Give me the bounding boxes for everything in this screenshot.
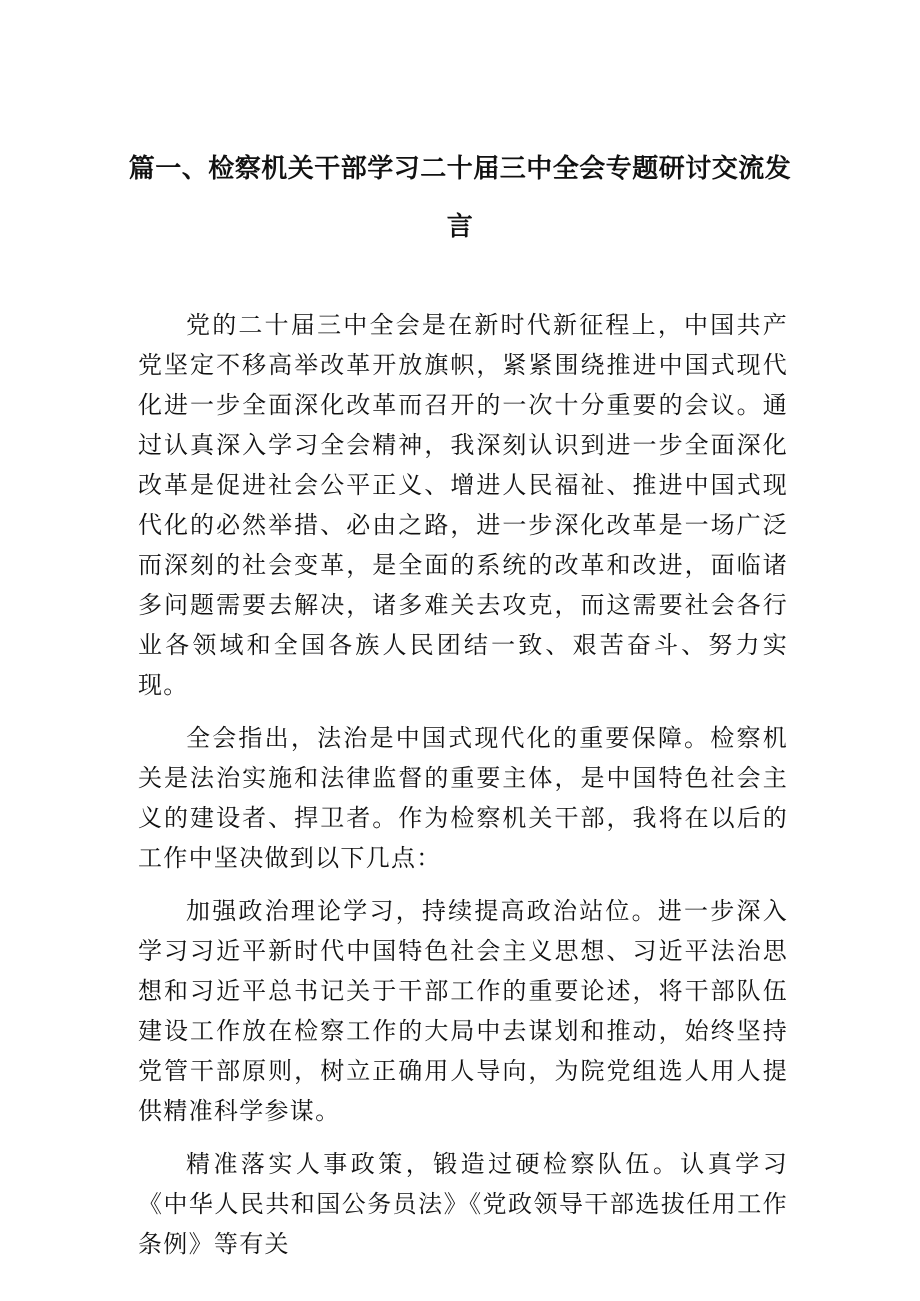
paragraph-4: 精准落实人事政策，锻造过硬检察队伍。认真学习《中华人民共和国公务员法》《党政领导干部选拔任用工作条例》等有关 xyxy=(138,1150,788,1258)
paragraph-1: 党的二十届三中全会是在新时代新征程上，中国共产党坚定不移高举改革开放旗帜，紧紧围绕推进中国式现代化进一步全面深化改革而召开的一次十分重要的会议。通过认真深入学习全会精神，我深刻认识到进一步全面深化改革是促进社会公平正义、增进人民福祉、推进中国式现代化的必然举措、必由之路，进一步深化改革是一场广泛而深刻的社会变革，是全面的系统的改革和改进，面临诸多问题需要去解决，诸多难关去攻克，而这需要社会各行业各领域和全国各族人民团结一致、艰苦奋斗、努力实现。 xyxy=(138,311,788,699)
document-title-line-1: 篇一、检察机关干部学习二十届三中全会专题研讨交流发 xyxy=(128,154,792,184)
document-body xyxy=(138,305,788,1277)
paragraph-2: 全会指出，法治是中国式现代化的重要保障。检察机关是法治实施和法律监督的重要主体，是中国特色社会主义的建设者、捍卫者。作为检察机关干部，我将在以后的工作中坚决做到以下几点： xyxy=(138,724,788,872)
document-title-line-2: 言 xyxy=(446,212,474,242)
paragraph-3: 加强政治理论学习，持续提高政治站位。进一步深入学习习近平新时代中国特色社会主义思想、习近平法治思想和习近平总书记关于干部工作的重要论述，将干部队伍建设工作放在检察工作的大局中去谋划和推动，始终坚持党管干部原则，树立正确用人导向，为院党组选人用人提供精准科学参谋。 xyxy=(138,897,788,1125)
